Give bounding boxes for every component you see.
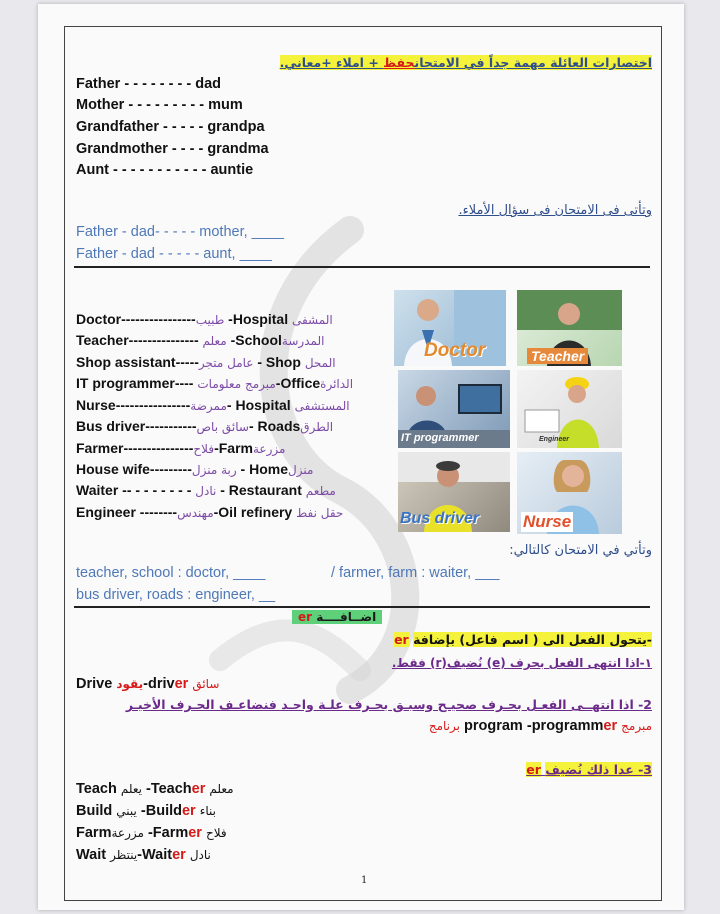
family-dashes: - - - - - - - - - - -	[109, 162, 211, 178]
spelling-line-1: Father - dad- - - - - mother, ____	[76, 224, 284, 240]
example-suffix: er	[172, 847, 186, 863]
job-dashes: ---------	[149, 461, 192, 477]
family-word: Father	[76, 76, 121, 92]
job-place: Hospital	[232, 311, 289, 327]
job-arabic: فلاح	[193, 442, 215, 456]
addition-label	[292, 610, 382, 624]
place-arabic: مطعم	[305, 484, 336, 498]
place-arabic: منزل	[288, 463, 314, 477]
family-dashes: - - - - -	[159, 119, 208, 135]
job-arabic: نادل	[195, 484, 217, 498]
rule-3	[526, 762, 652, 777]
driver-suffix: er	[174, 676, 189, 692]
job-row: Engineer --------مهندس-Oil refinery حقل نفط	[76, 504, 344, 520]
family-abbr: mum	[208, 97, 243, 113]
programmer-arabic: مبرمج	[621, 719, 652, 733]
example-root: -Teach	[146, 781, 192, 797]
example-verb-arabic: يبني	[116, 804, 137, 818]
job-arabic: مبرمج معلومات	[197, 377, 276, 391]
teacher-caption: Teacher	[527, 348, 588, 364]
job-name: Engineer	[76, 504, 136, 520]
addition-er: er	[298, 610, 313, 624]
example-root: -Wait	[137, 847, 173, 863]
job-place: Restaurant	[228, 482, 302, 498]
bus-caption: Bus driver	[400, 510, 480, 527]
addition-text: اضــافــــة	[316, 610, 377, 624]
place-arabic: المشفى	[291, 313, 333, 327]
family-word: Grandmother	[76, 141, 168, 157]
rule-3-er: er	[526, 762, 541, 777]
family-abbr: auntie	[210, 162, 254, 178]
nurse-caption: Nurse	[523, 512, 572, 531]
job-name: IT programmer	[76, 375, 175, 391]
job-row: Bus driver-----------سائق باص- Roadsالطرق	[76, 418, 334, 434]
example-suffix: er	[181, 803, 196, 819]
family-word: Aunt	[76, 162, 110, 178]
job-place: Home	[249, 461, 289, 477]
job-name: Farmer	[76, 440, 124, 456]
engineer-caption: Engineer	[539, 436, 569, 443]
job-row: Teacher--------------- معلم -Schoolالمدرسة	[76, 332, 325, 348]
place-arabic: المحل	[304, 356, 336, 370]
job-dashes: ----------------	[115, 397, 191, 413]
header-part2: حفظ	[383, 55, 415, 70]
place-arabic: مزرعة	[252, 442, 286, 456]
family-word: Grandfather	[76, 119, 159, 135]
it-caption: IT programmer	[401, 432, 479, 444]
job-dashes: ---------------	[123, 440, 194, 456]
family-row	[76, 97, 243, 113]
driver-arabic: سائق	[192, 677, 220, 691]
driver-root: -driv	[143, 676, 175, 692]
job-name: Waiter	[76, 482, 119, 498]
exam-line-2: bus driver, roads : engineer, __	[76, 587, 276, 603]
job-row: Shop assistant-----عامل متجر - Shop المحل	[76, 354, 336, 370]
job-name: Shop assistant	[76, 354, 176, 370]
it-photo	[398, 370, 510, 448]
divider	[74, 606, 650, 608]
program-verb: program	[464, 718, 523, 734]
job-row: Nurse----------------ممرضة- Hospital المستشفى	[76, 397, 350, 413]
place-arabic: الدائرة	[320, 377, 354, 391]
job-name: House wife	[76, 461, 150, 477]
family-abbr: grandpa	[207, 119, 265, 135]
job-dashes: ----------------	[121, 311, 196, 327]
job-place: Shop	[265, 354, 301, 370]
job-arabic: عامل متجر	[198, 356, 254, 370]
example-row	[76, 803, 216, 819]
job-row: Waiter -- - - - - - - - نادل - Restaurant مطعم	[76, 482, 336, 498]
engineer-photo	[517, 370, 622, 448]
job-dashes: ----	[174, 375, 198, 391]
job-place: Hospital	[235, 397, 291, 413]
example-program	[429, 718, 652, 734]
program-arabic: برنامج	[428, 719, 460, 733]
job-arabic: ممرضة	[190, 399, 227, 413]
example-row	[76, 781, 234, 797]
job-name: Bus driver	[76, 418, 146, 434]
job-place: School	[235, 332, 282, 348]
doctor-photo	[394, 290, 506, 366]
example-verb: Teach	[76, 781, 117, 797]
job-arabic: مهندس	[177, 506, 214, 520]
example-drive	[76, 676, 219, 692]
example-noun-arabic: نادل	[189, 848, 211, 862]
page-header	[280, 55, 652, 70]
family-row	[76, 141, 269, 157]
exam-line-1a: teacher, school : doctor, ____	[76, 565, 266, 581]
example-noun-arabic: بناء	[199, 804, 216, 818]
job-name: Teacher	[76, 332, 129, 348]
example-row	[76, 847, 211, 863]
rule-3-text: 3- عدا ذلك نُضيف	[545, 762, 652, 777]
job-row: Doctor----------------طبيب -Hospital المشفى	[76, 311, 333, 327]
rule-1: ١-اذا انتهى الفعل بحرف (e) نُضيف(r) فقط.	[391, 656, 652, 670]
example-verb: Farm	[76, 825, 112, 841]
job-row: Farmer---------------فلاح-Farmمزرعة	[76, 440, 286, 456]
place-arabic: حقل نفط	[296, 506, 344, 520]
exam-line-1b: / farmer, farm : waiter, ___	[331, 565, 500, 581]
job-row: IT programmer---- مبرمج معلومات-Officeالدائرة	[76, 375, 354, 391]
job-arabic: ربة منزل	[191, 463, 237, 477]
family-dashes: - - - - - - - - -	[124, 97, 209, 113]
job-row: House wife---------ربة منزل - Homeمنزل	[76, 461, 314, 477]
place-arabic: المدرسة	[281, 334, 325, 348]
job-arabic: طبيب	[195, 313, 225, 327]
place-arabic: الطرق	[300, 420, 334, 434]
engineer-figure	[517, 370, 622, 448]
job-dashes: -----------	[145, 418, 197, 434]
family-dashes: - - - - - - - -	[120, 76, 196, 92]
job-place: Oil refinery	[218, 504, 293, 520]
job-arabic: سائق باص	[196, 420, 249, 434]
family-word: Mother	[76, 97, 125, 113]
place-arabic: المستشفى	[294, 399, 350, 413]
example-root: -Build	[140, 803, 182, 819]
bus-photo	[398, 452, 510, 532]
example-verb-arabic: ينتظر	[110, 848, 138, 862]
job-place: Farm	[218, 440, 253, 456]
example-root: -Farm	[147, 825, 189, 841]
job-place: Roads	[257, 418, 301, 434]
example-suffix: er	[188, 825, 202, 841]
header-part1: اختصارات العائلة مهمة جداً في الامتحان	[414, 55, 652, 70]
drive-verb: Drive	[76, 676, 113, 692]
job-dashes: ---------------	[128, 332, 203, 348]
job-arabic: معلم	[202, 334, 227, 348]
doctor-caption: Doctor	[424, 340, 486, 361]
family-abbr: dad	[195, 76, 221, 92]
teacher-photo	[517, 290, 622, 366]
job-dashes: -- - - - - - - -	[118, 482, 196, 498]
example-verb: Wait	[76, 847, 107, 863]
rule-2: 2- اذا انتهــى الفعـل بحـرف صحيـح وسبـق بحـرف علـة واحـد فنضاعـف الحـرف الأخيـر	[125, 697, 652, 712]
rule-main-text: -يتحول الفعل الى ( اسم فاعل) بإضافة	[413, 632, 652, 647]
nurse-photo	[517, 452, 622, 534]
programmer-root: -programm	[526, 718, 604, 734]
exam-heading: وتأتي في الامتحان كالتالي:	[509, 543, 652, 558]
job-dashes: --------	[135, 504, 178, 520]
family-abbr: grandma	[207, 141, 269, 157]
spelling-line-2: Father - dad - - - - - aunt, ____	[76, 246, 272, 262]
example-verb-arabic: يعلم	[120, 782, 142, 796]
example-suffix: er	[191, 781, 206, 797]
family-row	[76, 76, 221, 92]
example-row	[76, 825, 227, 841]
family-row	[76, 119, 265, 135]
example-verb: Build	[76, 803, 113, 819]
rule-main-er: er	[394, 632, 409, 647]
job-name: Nurse	[76, 397, 116, 413]
example-noun-arabic: فلاح	[205, 826, 227, 840]
header-part3: + املاء +معاني.	[279, 55, 384, 70]
example-noun-arabic: معلم	[209, 782, 234, 796]
spelling-heading: وتأتى فى الامتحان فى سؤال الأملاء.	[458, 203, 652, 218]
drive-arabic: يقود	[116, 677, 144, 691]
divider	[74, 266, 650, 268]
programmer-suffix: er	[603, 718, 618, 734]
example-verb-arabic: مزرعة	[111, 826, 144, 840]
family-dashes: - - - -	[167, 141, 208, 157]
job-place: Office	[280, 375, 321, 391]
page-number: 1	[361, 875, 368, 886]
job-dashes: -----	[175, 354, 199, 370]
rule-main	[394, 632, 652, 647]
job-name: Doctor	[76, 311, 122, 327]
family-row	[76, 162, 253, 178]
